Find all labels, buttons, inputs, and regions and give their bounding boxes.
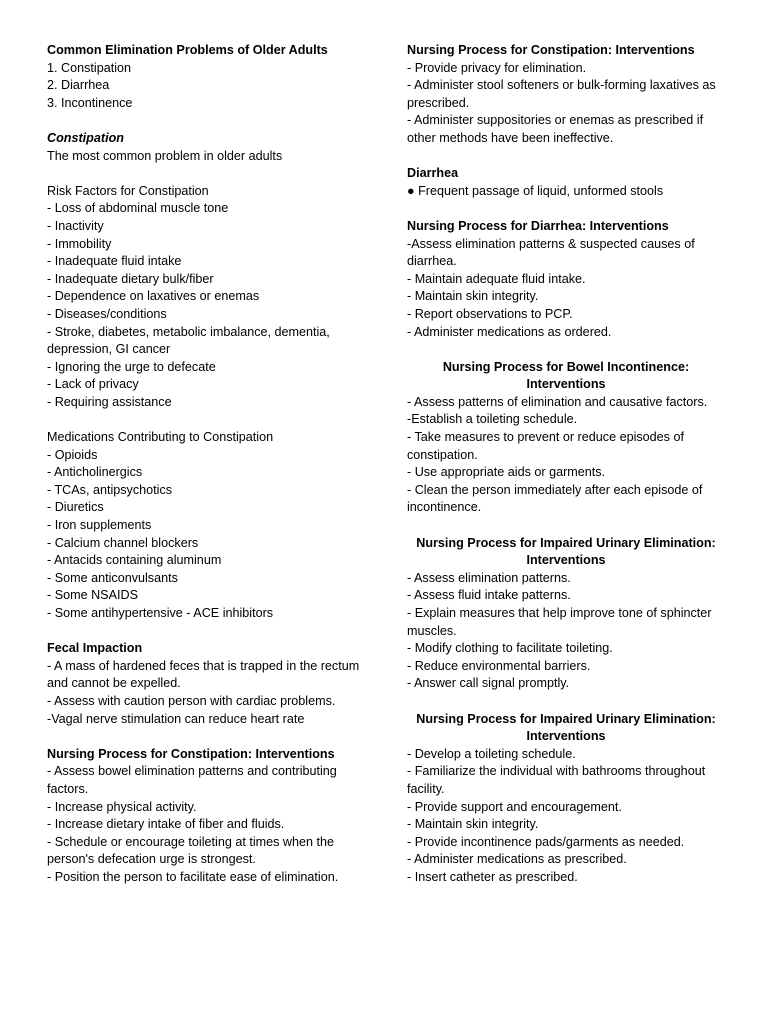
list-item: - Provide privacy for elimination. bbox=[407, 60, 587, 75]
list-item: - Loss of abdominal muscle tone bbox=[47, 201, 229, 216]
diarrhea-section bbox=[407, 165, 725, 200]
intervention-list bbox=[407, 60, 725, 148]
list-item: - Report observations to PCP. bbox=[407, 306, 573, 321]
intervention-list bbox=[47, 763, 369, 886]
section-title: Nursing Process for Impaired Urinary Elimination: Interventions bbox=[416, 535, 716, 568]
list-item: - Calcium channel blockers bbox=[47, 535, 199, 550]
list-item: -Assess elimination patterns & suspected causes of diarrhea. bbox=[407, 236, 695, 269]
list-item: 1. Constipation bbox=[47, 60, 132, 75]
list-item: - Some antihypertensive - ACE inhibitors bbox=[47, 606, 274, 620]
section-title: Nursing Process for Bowel Incontinence: Interventions bbox=[442, 359, 690, 392]
list-item: - Develop a toileting schedule. bbox=[407, 746, 576, 761]
diarrhea-interventions-section bbox=[407, 218, 725, 341]
list-item: - Assess patterns of elimination and causative factors. bbox=[407, 394, 708, 409]
list-item: - Clean the person immediately after each episode of incontinence. bbox=[407, 482, 703, 515]
list-item: - Inactivity bbox=[47, 218, 104, 233]
list-item: - Increase physical activity. bbox=[47, 799, 197, 814]
list-item: - Maintain adequate fluid intake. bbox=[407, 271, 586, 286]
medication-list bbox=[47, 447, 369, 623]
list-item: - Modify clothing to facilitate toileting. bbox=[407, 641, 613, 656]
medications-section bbox=[47, 429, 369, 623]
intro-section bbox=[47, 42, 369, 112]
section-title: Diarrhea bbox=[407, 166, 459, 181]
list-item: - TCAs, antipsychotics bbox=[47, 482, 173, 497]
section-title: Medications Contributing to Constipation bbox=[47, 430, 274, 445]
list-item: -Vagal nerve stimulation can reduce heart rate bbox=[47, 711, 305, 726]
list-item: - Maintain skin integrity. bbox=[407, 289, 539, 304]
list-item: - Answer call signal promptly. bbox=[407, 676, 570, 691]
list-item: - Use appropriate aids or garments. bbox=[407, 465, 606, 480]
list-item: - Inadequate fluid intake bbox=[47, 254, 182, 269]
intervention-list bbox=[407, 394, 725, 517]
list-item: - Provide incontinence pads/garments as needed. bbox=[407, 834, 685, 849]
list-item: ● Frequent passage of liquid, unformed stools bbox=[407, 183, 664, 198]
list-item: - A mass of hardened feces that is trapped in the rectum and cannot be expelled. bbox=[47, 658, 360, 691]
list-item: - Antacids containing aluminum bbox=[47, 553, 222, 568]
section-title: Common Elimination Problems of Older Adults bbox=[47, 43, 328, 57]
intervention-list bbox=[407, 236, 725, 342]
list-item: 2. Diarrhea bbox=[47, 78, 110, 93]
list-item: - Position the person to facilitate ease of elimination. bbox=[47, 869, 339, 884]
list-item: -Establish a toileting schedule. bbox=[407, 412, 578, 427]
list-item: - Immobility bbox=[47, 236, 112, 251]
list-item: - Some anticonvulsants bbox=[47, 570, 178, 585]
section-title: Nursing Process for Constipation: Interventions bbox=[47, 746, 335, 761]
list-item: - Administer stool softeners or bulk-forming laxatives as prescribed. bbox=[407, 78, 716, 110]
problem-list bbox=[47, 60, 369, 113]
bowel-incontinence-section bbox=[407, 359, 725, 517]
section-title: Nursing Process for Impaired Urinary Elimination: Interventions bbox=[416, 711, 716, 744]
list-item: - Requiring assistance bbox=[47, 394, 172, 409]
section-text: The most common problem in older adults bbox=[47, 148, 283, 163]
list-item: - Take measures to prevent or reduce episodes of constipation. bbox=[407, 430, 684, 462]
list-item: - Iron supplements bbox=[47, 518, 152, 533]
list-item: - Lack of privacy bbox=[47, 377, 139, 392]
list-item: - Diseases/conditions bbox=[47, 306, 167, 321]
list-item: - Maintain skin integrity. bbox=[407, 817, 539, 832]
list-item: - Provide support and encouragement. bbox=[407, 799, 622, 814]
risk-factors-section bbox=[47, 183, 369, 412]
list-item: 3. Incontinence bbox=[47, 95, 133, 110]
list-item: - Insert catheter as prescribed. bbox=[407, 869, 578, 884]
diarrhea-list bbox=[407, 183, 725, 201]
section-title: Nursing Process for Diarrhea: Interventions bbox=[407, 218, 669, 233]
constipation-interventions-section bbox=[47, 746, 369, 887]
urinary-elimination-section-1 bbox=[407, 535, 725, 693]
list-item: - Assess with caution person with cardiac problems. bbox=[47, 693, 336, 708]
list-item: - Some NSAIDS bbox=[47, 588, 138, 603]
list-item: - Familiarize the individual with bathrooms throughout facility. bbox=[407, 764, 706, 796]
section-title: Fecal Impaction bbox=[47, 641, 143, 656]
list-item: - Reduce environmental barriers. bbox=[407, 658, 591, 673]
list-item: - Administer medications as prescribed. bbox=[407, 852, 627, 867]
list-item: - Administer suppositories or enemas as prescribed if other methods have been ineffective. bbox=[407, 113, 704, 145]
left-column bbox=[47, 42, 369, 887]
list-item: - Administer medications as ordered. bbox=[407, 324, 612, 339]
list-item: - Assess fluid intake patterns. bbox=[407, 588, 571, 603]
intervention-list bbox=[407, 570, 725, 693]
fecal-impaction-list bbox=[47, 658, 369, 728]
list-item: - Assess bowel elimination patterns and contributing factors. bbox=[47, 764, 337, 796]
constipation-section bbox=[47, 130, 369, 165]
list-item: - Schedule or encourage toileting at times when the person's defecation urge is strongest. bbox=[47, 834, 335, 867]
list-item: - Dependence on laxatives or enemas bbox=[47, 289, 260, 304]
intervention-list bbox=[407, 746, 725, 887]
section-title: Risk Factors for Constipation bbox=[47, 183, 209, 198]
list-item: - Stroke, diabetes, metabolic imbalance, dementia, depression, GI cancer bbox=[47, 324, 330, 357]
section-title: Nursing Process for Constipation: Interventions bbox=[407, 43, 695, 57]
list-item: - Diuretics bbox=[47, 500, 104, 515]
list-item: - Inadequate dietary bulk/fiber bbox=[47, 271, 214, 286]
list-item: - Ignoring the urge to defecate bbox=[47, 359, 216, 374]
urinary-elimination-section-2 bbox=[407, 711, 725, 887]
list-item: - Anticholinergics bbox=[47, 465, 143, 480]
section-title: Constipation bbox=[47, 130, 124, 145]
risk-factor-list bbox=[47, 200, 369, 411]
list-item: - Assess elimination patterns. bbox=[407, 570, 571, 585]
list-item: - Increase dietary intake of fiber and fluids. bbox=[47, 817, 285, 832]
constipation-interventions-cont-section bbox=[407, 42, 725, 148]
right-column bbox=[407, 42, 725, 887]
fecal-impaction-section bbox=[47, 640, 369, 728]
list-item: - Explain measures that help improve tone of sphincter muscles. bbox=[407, 606, 712, 638]
list-item: - Opioids bbox=[47, 447, 98, 462]
